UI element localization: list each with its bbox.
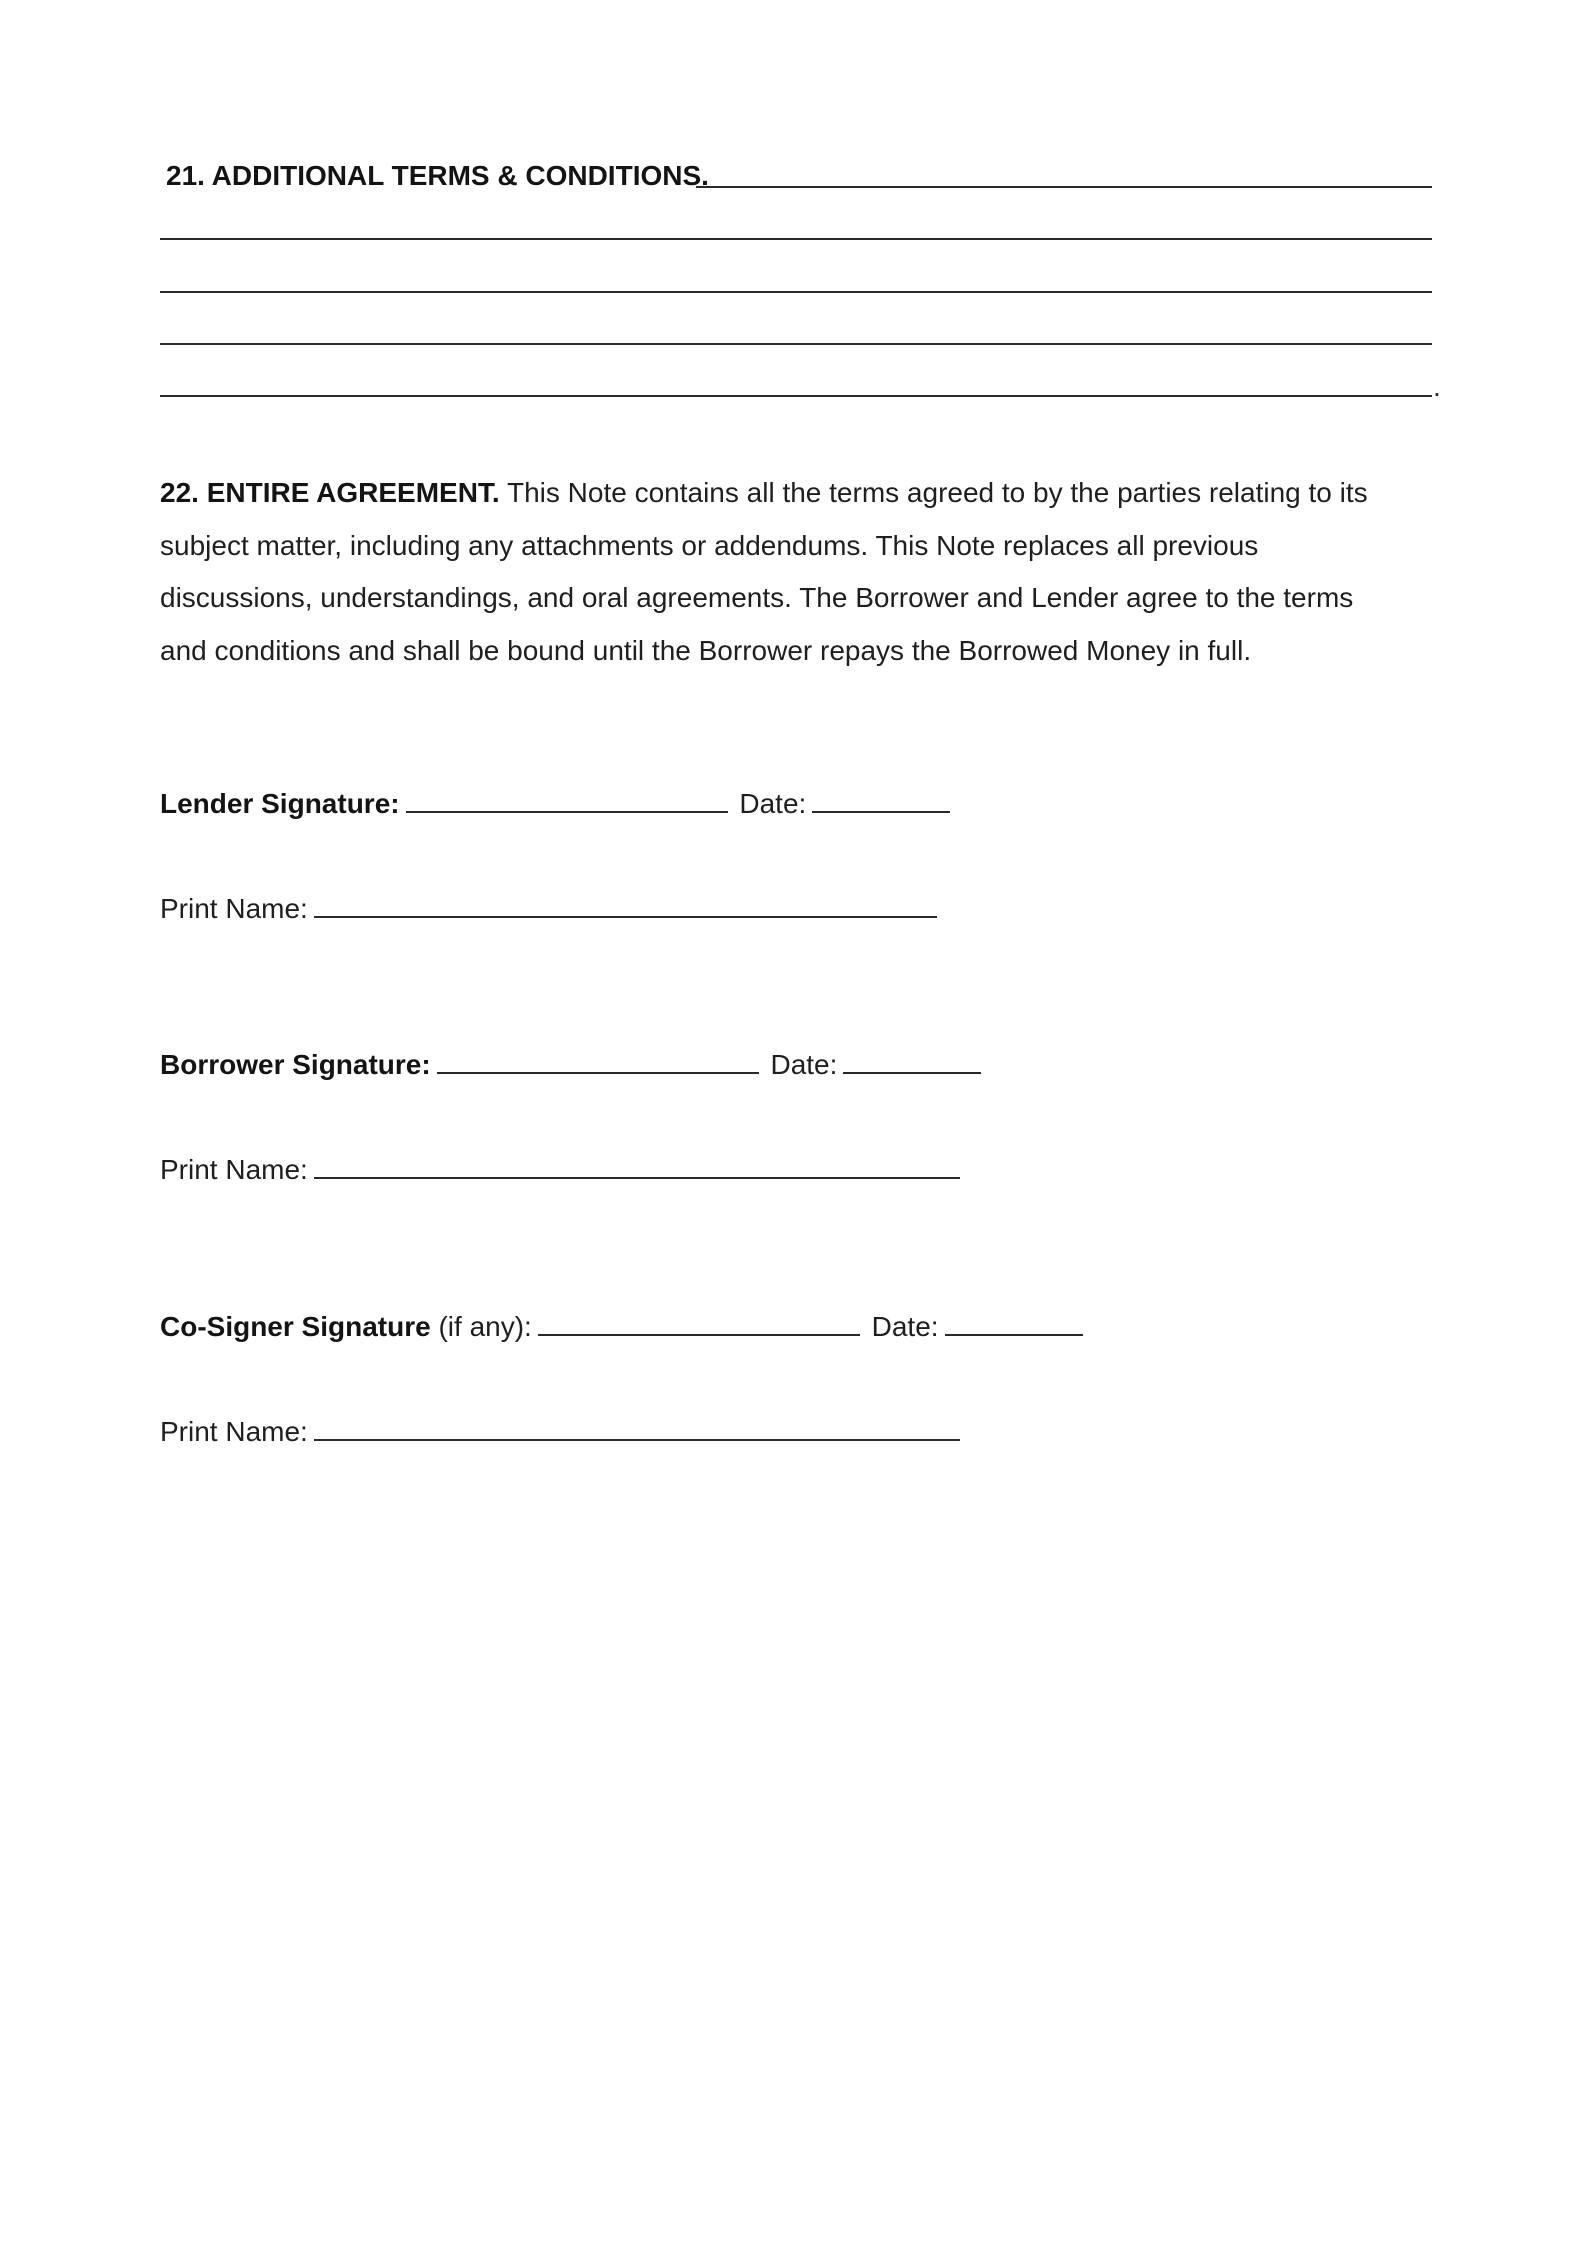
borrower-signature-field[interactable] xyxy=(437,1050,759,1074)
cosigner-print-name-row xyxy=(160,1415,960,1449)
section-22-line-4: and conditions and shall be bound until the Borrower repays the Borrowed Money in full. xyxy=(160,634,1252,666)
cosigner-signature-suffix: (if any): xyxy=(438,1311,532,1342)
lender-date-label: Date: xyxy=(739,788,807,819)
lender-signature-row xyxy=(160,787,950,821)
cosigner-signature-label: Co-Signer Signature xyxy=(160,1311,431,1342)
additional-terms-line-2[interactable] xyxy=(160,238,1432,240)
borrower-signature-label: Borrower Signature: xyxy=(160,1049,431,1080)
borrower-print-name-field[interactable] xyxy=(314,1155,960,1179)
cosigner-print-name-field[interactable] xyxy=(314,1417,960,1441)
additional-terms-line-5[interactable] xyxy=(160,395,1432,397)
lender-signature-label: Lender Signature: xyxy=(160,788,400,819)
section-21-heading-row xyxy=(166,159,709,193)
borrower-print-name-row xyxy=(160,1153,960,1187)
lender-print-name-label: Print Name: xyxy=(160,893,308,924)
borrower-date-field[interactable] xyxy=(843,1050,981,1074)
borrower-signature-row xyxy=(160,1048,981,1082)
lender-signature-field[interactable] xyxy=(406,789,728,813)
cosigner-date-label: Date: xyxy=(871,1311,939,1342)
additional-terms-line-4[interactable] xyxy=(160,343,1432,345)
section-22-line-3: discussions, understandings, and oral agreements. The Borrower and Lender agree to the terms xyxy=(160,582,1354,613)
borrower-date-label: Date: xyxy=(770,1049,838,1080)
cosigner-date-field[interactable] xyxy=(945,1312,1083,1336)
additional-terms-line-3[interactable] xyxy=(160,291,1432,293)
lender-print-name-row xyxy=(160,892,937,926)
lender-print-name-field[interactable] xyxy=(314,894,937,918)
additional-terms-period: . xyxy=(1433,371,1441,402)
section-21-title: 21. ADDITIONAL TERMS & CONDITIONS. xyxy=(166,160,709,191)
section-22-title: 22. ENTIRE AGREEMENT. xyxy=(160,477,500,508)
borrower-print-name-label: Print Name: xyxy=(160,1154,308,1185)
section-22-text-1: This Note contains all the terms agreed to by the parties relating to its xyxy=(506,477,1368,508)
additional-terms-line-1[interactable] xyxy=(696,186,1432,188)
lender-date-field[interactable] xyxy=(812,789,950,813)
section-22-paragraph xyxy=(160,467,1440,677)
section-22-line-2: subject matter, including any attachments or addendums. This Note replaces all previous xyxy=(160,529,1259,561)
cosigner-signature-row xyxy=(160,1310,1083,1344)
cosigner-print-name-label: Print Name: xyxy=(160,1416,308,1447)
cosigner-signature-field[interactable] xyxy=(538,1312,860,1336)
section-22-line-1 xyxy=(160,467,1440,520)
